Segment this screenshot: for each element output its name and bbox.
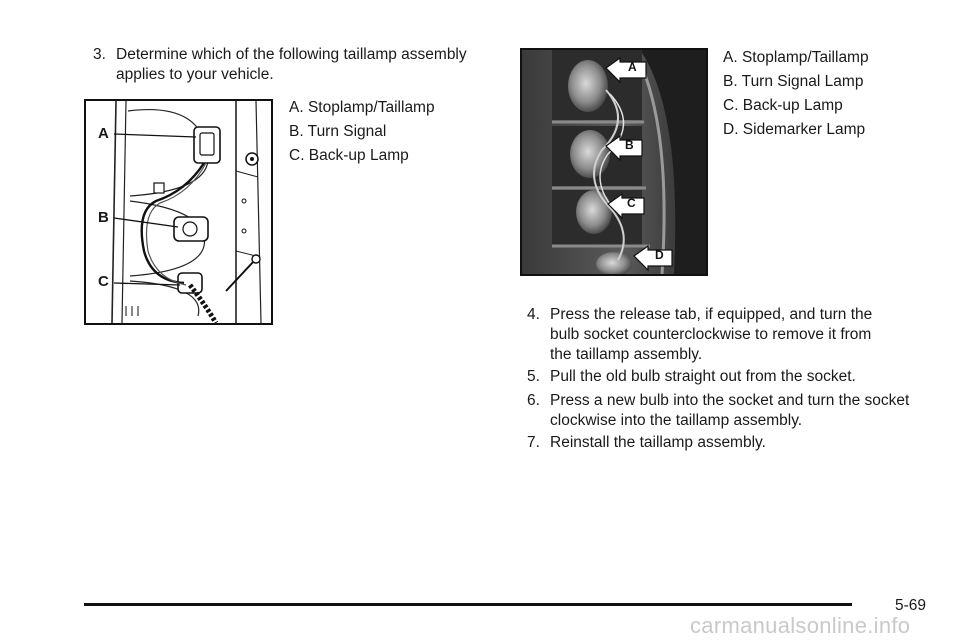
- caption-stoplamp-taillamp: A. Stoplamp/Taillamp: [289, 99, 435, 116]
- step-6-number: 6.: [527, 392, 540, 409]
- figure-2-callout-c: C: [627, 196, 636, 210]
- caption-turn-signal-lamp: B. Turn Signal Lamp: [723, 73, 864, 90]
- step-4-line-3: the taillamp assembly.: [550, 346, 703, 363]
- step-7-number: 7.: [527, 434, 540, 451]
- figure-1-callout-c: C: [98, 273, 109, 290]
- caption-back-up-lamp-2: C. Back-up Lamp: [723, 97, 843, 114]
- caption-stoplamp-taillamp-2: A. Stoplamp/Taillamp: [723, 49, 869, 66]
- figure-2-callout-a: A: [628, 60, 637, 74]
- taillamp-figure-2: [520, 48, 708, 276]
- watermark-text: carmanualsonline.info: [690, 613, 911, 638]
- step-3-line-1: Determine which of the following taillamp assembly: [116, 46, 467, 63]
- page-number: 5-69: [895, 597, 927, 614]
- step-6-line-2: clockwise into the taillamp assembly.: [550, 412, 803, 429]
- caption-sidemarker-lamp: D. Sidemarker Lamp: [723, 121, 866, 138]
- step-5-number: 5.: [527, 368, 540, 385]
- step-4-line-2: bulb socket counterclockwise to remove it from: [550, 326, 872, 343]
- figure-1-callout-b: B: [98, 209, 109, 226]
- taillamp-figure-1: [84, 99, 273, 325]
- step-7-line-1: Reinstall the taillamp assembly.: [550, 434, 766, 451]
- step-5-line-1: Pull the old bulb straight out from the socket.: [550, 368, 856, 385]
- footer-rule: [84, 603, 852, 606]
- figure-1-captions: [289, 96, 489, 168]
- step-4-number: 4.: [527, 306, 540, 323]
- figure-2-callout-d: D: [655, 248, 664, 262]
- step-4-line-1: Press the release tab, if equipped, and turn the: [550, 306, 873, 323]
- figure-2-captions: [723, 46, 943, 142]
- figure-2-callout-b: B: [625, 138, 634, 152]
- step-3-line-2: applies to your vehicle.: [116, 66, 274, 83]
- step-3-number: 3.: [93, 46, 106, 63]
- figure-1-callout-a: A: [98, 125, 109, 142]
- caption-back-up-lamp: C. Back-up Lamp: [289, 147, 409, 164]
- taillamp-line-drawing: [86, 101, 271, 323]
- taillamp-photo: [522, 50, 706, 274]
- step-6-line-1: Press a new bulb into the socket and turn the socket: [550, 392, 910, 409]
- caption-turn-signal: B. Turn Signal: [289, 123, 387, 140]
